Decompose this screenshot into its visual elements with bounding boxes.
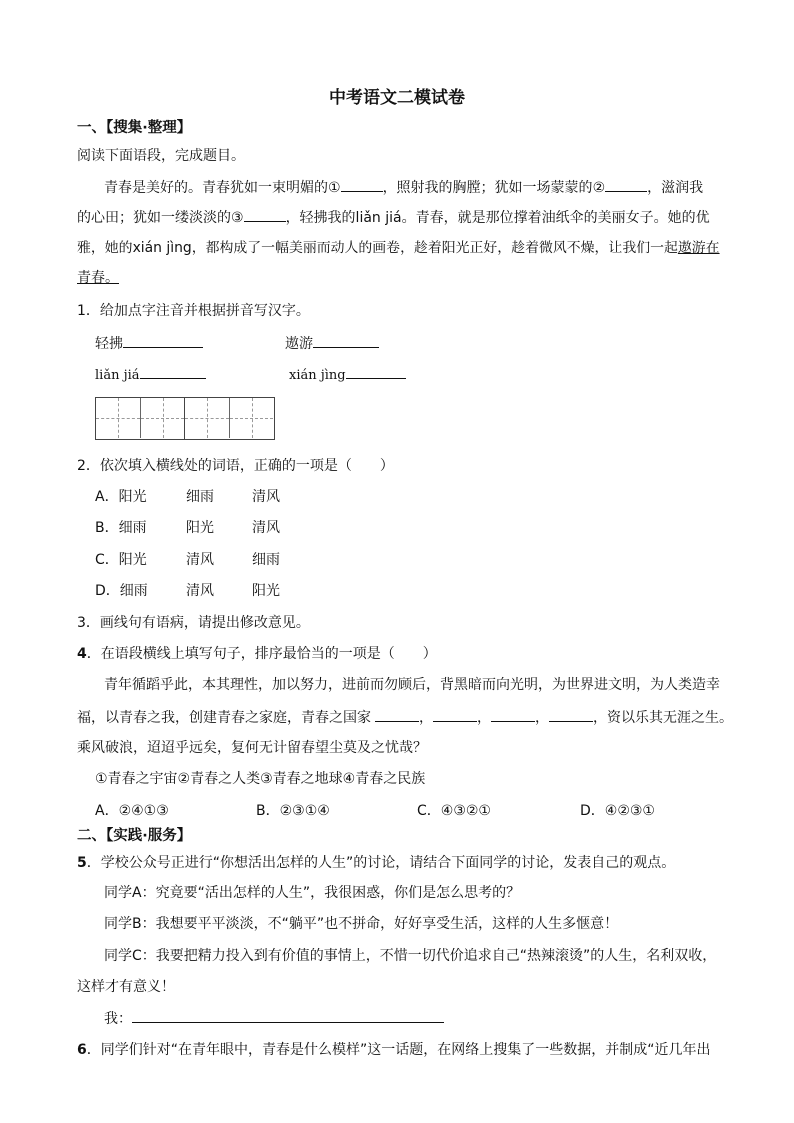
option-label: D．细雨 [95, 583, 148, 599]
section-1-heading: 一、【搜集·整理】 [77, 120, 192, 136]
fill-blank-1[interactable] [341, 177, 383, 192]
passage-text: 福，以青春之我，创建青春之家庭，青春之国家 [77, 710, 371, 726]
q4-blank-1[interactable] [375, 707, 419, 722]
q4-passage-line-1: 青年循蹈乎此，本其理性，加以努力，进前而勿顾后，背黑暗而向光明，为世界进文明，为人类造幸 [104, 677, 720, 693]
option-label: A．阳光 [95, 489, 147, 505]
writing-grid-cell[interactable] [96, 398, 140, 438]
q2-option-b[interactable] [95, 518, 147, 538]
passage-text: ，轻拂我的liǎn jiá。青春，就是那位撑着油纸伞的美丽女子。她的优 [285, 210, 710, 226]
q5-student-a: 同学A：究竟要“活出怎样的人生”，我很困惑，你们是怎么思考的？ [104, 885, 521, 901]
question-number: 4 [77, 646, 87, 662]
answer-label: 我： [104, 1011, 132, 1027]
blank-marker-1: ① [328, 180, 341, 196]
q2-option-a-word-3: 清风 [252, 489, 280, 505]
q5-student-c-line-1: 同学C：我要把精力投入到有价值的事情上，不惜一切代价追求自己“热辣滚烫”的人生，名利双收， [104, 948, 717, 964]
option-label: B．细雨 [95, 520, 147, 536]
page-title: 中考语文二模试卷 [329, 88, 465, 108]
question-1-stem: 1．给加点字注音并根据拼音写汉字。 [77, 303, 310, 319]
passage-text: 青春是美好的。青春犹如一束明媚的 [104, 180, 328, 196]
fill-blank-2[interactable] [605, 177, 647, 192]
writing-grid-cell[interactable] [229, 398, 273, 438]
question-number: 6 [77, 1042, 87, 1058]
q2-option-c-word-2: 清风 [186, 552, 214, 568]
section-2-heading: 二、【实践·服务】 [77, 828, 192, 844]
q2-option-d-word-2: 清风 [186, 583, 214, 599]
q1-answer-blank[interactable] [140, 364, 206, 379]
q2-option-a-word-2: 细雨 [186, 489, 214, 505]
q2-option-d-word-3: 阳光 [252, 583, 280, 599]
q1-answer-blank[interactable] [313, 333, 379, 348]
passage-line-1 [104, 177, 703, 198]
reading-instruction: 阅读下面语段，完成题目。 [77, 148, 245, 164]
q1-item-1 [95, 333, 203, 354]
option-label: C．阳光 [95, 552, 147, 568]
question-2-stem: 2．依次填入横线处的词语，正确的一项是（ ） [77, 458, 394, 474]
q4-blank-3[interactable] [491, 707, 535, 722]
q5-my-answer [104, 1008, 444, 1029]
q4-option-c[interactable]: C．④③②① [417, 803, 491, 819]
q4-blank-2[interactable] [433, 707, 477, 722]
passage-line-3 [77, 238, 720, 258]
q2-option-c-word-3: 细雨 [252, 552, 280, 568]
q2-option-b-word-2: 阳光 [186, 520, 214, 536]
question-number: 5 [77, 855, 87, 871]
q4-items: ①青春之宇宙②青春之人类③青春之地球④青春之民族 [95, 771, 426, 787]
q2-option-b-word-3: 清风 [252, 520, 280, 536]
question-4-stem [77, 644, 437, 664]
underlined-sentence: 遨游在 [677, 240, 720, 256]
passage-text: ，滋润我 [647, 180, 704, 196]
question-text: ．在语段横线上填写句子，排序最恰当的一项是（ ） [86, 646, 437, 662]
writing-grid-group-2 [185, 398, 273, 439]
passage-text: ，照射我的胸膛；犹如一场蒙蒙的 [382, 180, 593, 196]
q1-pinyin: xián jìng [289, 368, 346, 383]
q1-answer-blank[interactable] [346, 364, 406, 379]
question-3-stem: 3．画线句有语病，请提出修改意见。 [77, 615, 310, 631]
q4-passage-line-2 [77, 707, 733, 728]
q2-option-d[interactable] [95, 581, 148, 601]
q1-answer-blank[interactable] [123, 333, 203, 348]
passage-text: ，资以乐其无涯之生。 [593, 710, 733, 726]
q4-option-d[interactable]: D．④②③① [580, 803, 655, 819]
writing-grid-cell[interactable] [185, 398, 229, 438]
comma: ， [535, 710, 549, 726]
comma: ， [477, 710, 491, 726]
q5-answer-blank[interactable] [132, 1008, 444, 1023]
q4-option-a[interactable]: A．②④①③ [95, 803, 169, 819]
question-text: ．同学们针对“在青年眼中，青春是什么模样”这一话题，在网络上搜集了一些数据，并制成“近几年出 [86, 1042, 711, 1058]
comma: ， [419, 710, 433, 726]
q4-passage-line-3: 乘风破浪，迢迢乎远矣，复何无计留春望尘莫及之忧哉？ [77, 740, 427, 756]
underlined-sentence-end: 青春。 [77, 270, 119, 286]
writing-grid[interactable] [95, 397, 275, 440]
passage-text: 雅，她的xián jìng，都构成了一幅美丽而动人的画卷，趁着阳光正好，趁着微风不燥，让我们一起 [77, 240, 678, 256]
writing-grid-group-1 [96, 398, 185, 439]
q1-word: 轻拂 [95, 336, 123, 352]
q4-option-b[interactable]: B．②③①④ [256, 803, 330, 819]
question-text: ．学校公众号正进行“你想活出怎样的人生”的讨论，请结合下面同学的讨论，发表自己的观点。 [86, 855, 676, 871]
blank-marker-2: ② [592, 180, 606, 196]
q2-option-c[interactable] [95, 550, 147, 570]
q1-word: 遨游 [285, 336, 313, 352]
passage-text: 的心田；犹如一缕淡淡的 [77, 210, 231, 226]
question-5-stem [77, 853, 675, 873]
passage-line-2 [77, 207, 710, 228]
q1-item-3 [95, 364, 206, 386]
q1-item-2 [285, 333, 379, 354]
q1-item-4 [289, 364, 406, 386]
q5-student-c-line-2: 这样才有意义！ [77, 979, 175, 995]
q2-option-a[interactable] [95, 487, 147, 507]
q5-student-b: 同学B：我想要平平淡淡，不“躺平”也不拼命，好好享受生活，这样的人生多惬意！ [104, 916, 619, 932]
q1-pinyin: liǎn jiá [95, 368, 140, 383]
fill-blank-3[interactable] [244, 207, 286, 222]
question-6-stem [77, 1040, 711, 1060]
blank-marker-3: ③ [231, 210, 244, 226]
q4-blank-4[interactable] [549, 707, 593, 722]
writing-grid-cell[interactable] [140, 398, 184, 438]
